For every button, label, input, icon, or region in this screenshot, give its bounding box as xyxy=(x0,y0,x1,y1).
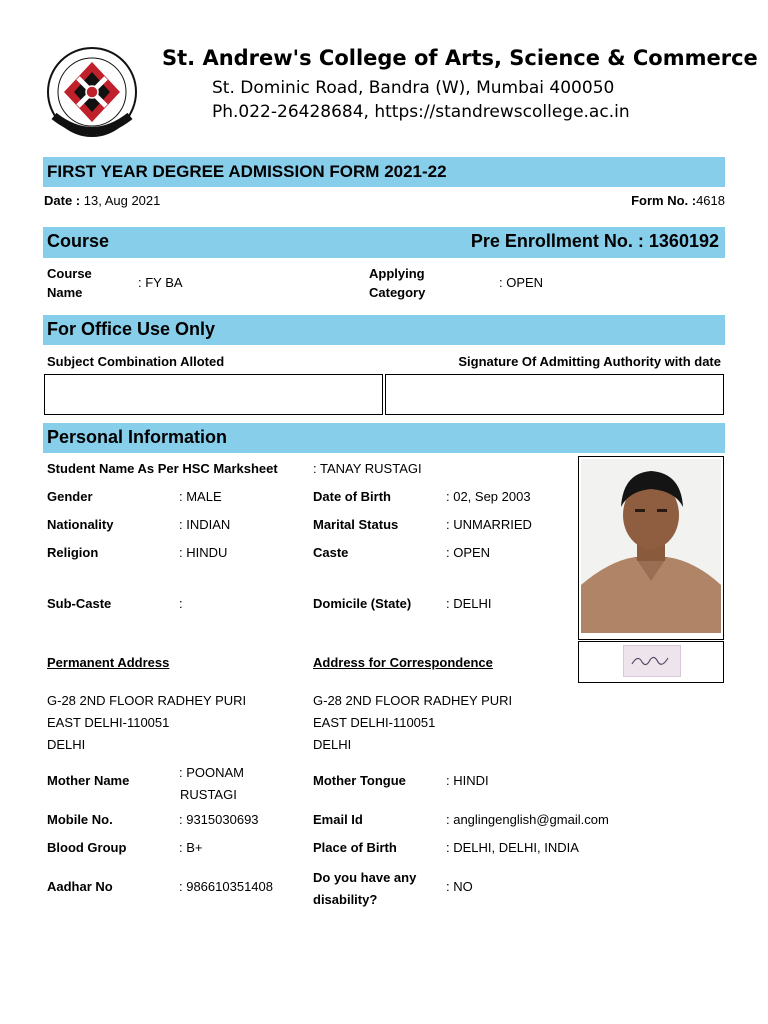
date-value: 13, Aug 2021 xyxy=(80,193,161,208)
marital-status-label: Marital Status xyxy=(313,517,399,532)
student-name-label: Student Name As Per HSC Marksheet xyxy=(47,461,278,476)
nationality-label: Nationality xyxy=(47,517,114,532)
address-line: EAST DELHI-110051 xyxy=(313,715,436,730)
permanent-address-label: Permanent Address xyxy=(47,655,170,670)
applying-category-value: : OPEN xyxy=(499,275,544,290)
pre-enrollment-number: Pre Enrollment No. : 1360192 xyxy=(470,231,719,251)
permanent-address xyxy=(47,690,246,756)
place-of-birth-label: Place of Birth xyxy=(313,840,397,855)
applying-category-label: Applying Category xyxy=(369,266,426,300)
personal-info-band xyxy=(43,423,725,453)
gender-label: Gender xyxy=(47,489,93,504)
student-photo xyxy=(579,457,723,639)
mother-name-value: : POONAM RUSTAGI xyxy=(179,765,245,802)
email-value: : anglingenglish@gmail.com xyxy=(446,812,609,827)
course-name-value: : FY BA xyxy=(138,275,183,290)
address-line: DELHI xyxy=(47,737,86,752)
marital-status-value: : UNMARRIED xyxy=(446,517,532,532)
subject-combination-box xyxy=(44,374,383,415)
form-no-row xyxy=(631,193,725,208)
student-signature-box xyxy=(578,641,724,683)
subcaste-value: : xyxy=(179,596,183,611)
student-name-value: : TANAY RUSTAGI xyxy=(313,461,422,476)
office-use-heading: For Office Use Only xyxy=(47,319,216,339)
form-no-label: Form No. : xyxy=(631,193,697,208)
mobile-value: : 9315030693 xyxy=(179,812,259,827)
disability-value: : NO xyxy=(446,879,473,894)
form-title-band xyxy=(43,157,725,187)
college-logo xyxy=(44,46,140,142)
office-use-band xyxy=(43,315,725,345)
course-heading: Course xyxy=(47,231,110,251)
mother-tongue-value: : HINDI xyxy=(446,773,489,788)
dob-value: : 02, Sep 2003 xyxy=(446,489,531,504)
mobile-label: Mobile No. xyxy=(47,812,113,827)
college-address: St. Dominic Road, Bandra (W), Mumbai 400050 xyxy=(212,78,615,98)
admitting-signature-label: Signature Of Admitting Authority with date xyxy=(458,354,721,369)
course-name-label: Course Name xyxy=(47,266,92,300)
religion-value: : HINDU xyxy=(179,545,228,560)
caste-value: : OPEN xyxy=(446,545,491,560)
address-line: DELHI xyxy=(313,737,352,752)
mother-tongue-label: Mother Tongue xyxy=(313,773,406,788)
nationality-value: : INDIAN xyxy=(179,517,231,532)
domicile-value: : DELHI xyxy=(446,596,492,611)
caste-label: Caste xyxy=(313,545,349,560)
student-signature xyxy=(623,645,681,677)
correspondence-address-label: Address for Correspondence xyxy=(313,655,493,670)
student-photo-frame xyxy=(578,456,724,640)
subject-combination-label: Subject Combination Alloted xyxy=(47,354,225,369)
correspondence-address xyxy=(313,690,512,756)
religion-label: Religion xyxy=(47,545,99,560)
dob-label: Date of Birth xyxy=(313,489,391,504)
aadhar-label: Aadhar No xyxy=(47,879,113,894)
course-band xyxy=(43,227,725,258)
date-label: Date : xyxy=(44,193,81,208)
disability-label: Do you have any disability? xyxy=(313,870,417,907)
mother-name-label: Mother Name xyxy=(47,773,130,788)
blood-group-value: : B+ xyxy=(179,840,203,855)
place-of-birth-value: : DELHI, DELHI, INDIA xyxy=(446,840,579,855)
form-no-value: 4618 xyxy=(696,193,725,208)
college-name: St. Andrew's College of Arts, Science & Commerce xyxy=(162,46,758,70)
email-label: Email Id xyxy=(313,812,363,827)
domicile-label: Domicile (State) xyxy=(313,596,412,611)
admitting-signature-box xyxy=(385,374,724,415)
gender-value: : MALE xyxy=(179,489,222,504)
aadhar-value: : 986610351408 xyxy=(179,879,273,894)
address-line: G-28 2ND FLOOR RADHEY PURI xyxy=(313,693,513,708)
address-line: G-28 2ND FLOOR RADHEY PURI xyxy=(47,693,247,708)
date-row xyxy=(44,193,160,208)
blood-group-label: Blood Group xyxy=(47,840,127,855)
address-line: EAST DELHI-110051 xyxy=(47,715,170,730)
form-title: FIRST YEAR DEGREE ADMISSION FORM 2021-22 xyxy=(47,162,447,181)
college-contact: Ph.022-26428684, https://standrewscollege.ac.in xyxy=(212,102,630,122)
personal-info-heading: Personal Information xyxy=(47,427,228,447)
subcaste-label: Sub-Caste xyxy=(47,596,112,611)
